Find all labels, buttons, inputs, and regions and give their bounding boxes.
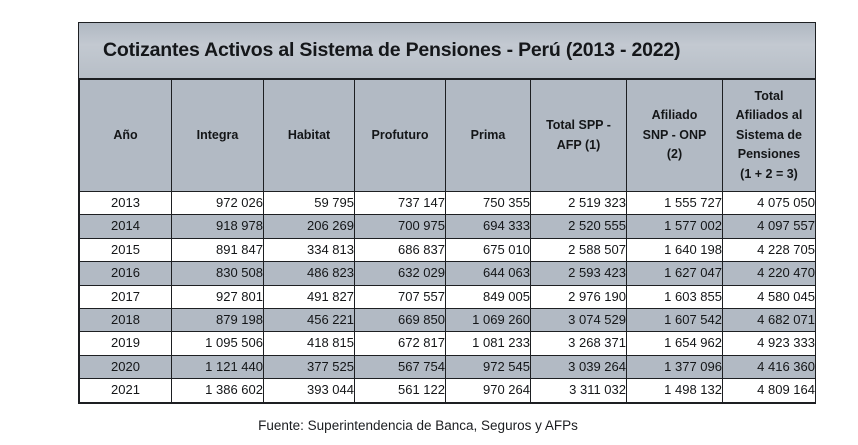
column-header-total-afiliados [723,80,816,192]
table-figure [78,22,816,404]
column-header-total-afiliados-line-2: Afiliados al [735,108,803,123]
table-row [80,332,816,355]
cell-prima: 849 005 [446,285,531,308]
pensions-table [79,79,816,403]
cell-total-spp-afp: 2 520 555 [531,215,627,238]
column-header-habitat [264,80,355,192]
column-header-integra-line-1: Integra [196,127,239,142]
cell-prima: 694 333 [446,215,531,238]
table-row [80,215,816,238]
cell-profuturo: 672 817 [355,332,446,355]
cell-year: 2014 [80,215,172,238]
source-caption-text: Fuente: Superintendencia de Banca, Seguros y AFPs [258,418,578,433]
cell-habitat: 206 269 [264,215,355,238]
cell-total-spp-afp: 3 268 371 [531,332,627,355]
cell-afiliado-snp-onp: 1 640 198 [627,238,723,261]
table-header-row [80,80,816,192]
cell-integra: 1 095 506 [172,332,264,355]
cell-prima: 675 010 [446,238,531,261]
column-header-profuturo-line-1: Profuturo [371,127,429,142]
cell-profuturo: 561 122 [355,379,446,402]
cell-afiliado-snp-onp: 1 603 855 [627,285,723,308]
cell-habitat: 334 813 [264,238,355,261]
column-header-afiliado-snp-onp-line-3: (2) [666,147,683,162]
cell-total-afiliados: 4 075 050 [723,192,816,215]
cell-habitat: 418 815 [264,332,355,355]
cell-prima: 644 063 [446,262,531,285]
cell-prima: 750 355 [446,192,531,215]
cell-total-afiliados: 4 923 333 [723,332,816,355]
cell-year: 2013 [80,192,172,215]
cell-profuturo: 686 837 [355,238,446,261]
cell-afiliado-snp-onp: 1 654 962 [627,332,723,355]
table-row [80,379,816,402]
cell-profuturo: 700 975 [355,215,446,238]
cell-habitat: 377 525 [264,355,355,378]
cell-total-afiliados: 4 220 470 [723,262,816,285]
cell-habitat: 491 827 [264,285,355,308]
column-header-prima [446,80,531,192]
cell-prima: 1 069 260 [446,309,531,332]
cell-year: 2017 [80,285,172,308]
column-header-total-spp-afp-line-2: AFP (1) [556,137,601,152]
table-row [80,355,816,378]
cell-habitat: 59 795 [264,192,355,215]
column-header-ano-line-1: Año [113,127,138,142]
cell-prima: 1 081 233 [446,332,531,355]
cell-integra: 972 026 [172,192,264,215]
cell-integra: 830 508 [172,262,264,285]
cell-habitat: 486 823 [264,262,355,285]
page-title: Cotizantes Activos al Sistema de Pensiones - Perú (2013 - 2022) [103,39,681,61]
cell-integra: 918 978 [172,215,264,238]
column-header-total-spp-afp [531,80,627,192]
cell-afiliado-snp-onp: 1 577 002 [627,215,723,238]
cell-profuturo: 737 147 [355,192,446,215]
table-row [80,309,816,332]
column-header-total-afiliados-line-5: (1 + 2 = 3) [740,166,798,181]
source-caption [0,418,858,433]
cell-integra: 879 198 [172,309,264,332]
table-row [80,192,816,215]
cell-total-spp-afp: 2 588 507 [531,238,627,261]
column-header-ano [80,80,172,192]
cell-afiliado-snp-onp: 1 627 047 [627,262,723,285]
cell-prima: 972 545 [446,355,531,378]
cell-habitat: 456 221 [264,309,355,332]
cell-total-spp-afp: 2 976 190 [531,285,627,308]
cell-integra: 1 386 602 [172,379,264,402]
column-header-habitat-line-1: Habitat [287,127,331,142]
column-header-afiliado-snp-onp-line-2: SNP - ONP [642,127,707,142]
table-row [80,285,816,308]
cell-total-afiliados: 4 809 164 [723,379,816,402]
cell-total-afiliados: 4 682 071 [723,309,816,332]
cell-total-spp-afp: 3 039 264 [531,355,627,378]
column-header-profuturo [355,80,446,192]
cell-year: 2016 [80,262,172,285]
cell-total-afiliados: 4 228 705 [723,238,816,261]
cell-year: 2019 [80,332,172,355]
cell-afiliado-snp-onp: 1 377 096 [627,355,723,378]
table-body [80,192,816,403]
figure-title-band [79,23,815,79]
cell-profuturo: 632 029 [355,262,446,285]
cell-integra: 891 847 [172,238,264,261]
cell-total-spp-afp: 2 519 323 [531,192,627,215]
cell-year: 2015 [80,238,172,261]
cell-prima: 970 264 [446,379,531,402]
cell-year: 2021 [80,379,172,402]
cell-afiliado-snp-onp: 1 555 727 [627,192,723,215]
cell-profuturo: 567 754 [355,355,446,378]
cell-total-spp-afp: 2 593 423 [531,262,627,285]
cell-integra: 927 801 [172,285,264,308]
table-header [80,80,816,192]
cell-afiliado-snp-onp: 1 607 542 [627,309,723,332]
column-header-total-afiliados-line-1: Total [754,89,784,104]
table-row [80,238,816,261]
column-header-integra [172,80,264,192]
cell-habitat: 393 044 [264,379,355,402]
cell-profuturo: 707 557 [355,285,446,308]
cell-total-spp-afp: 3 311 032 [531,379,627,402]
cell-year: 2020 [80,355,172,378]
column-header-prima-line-1: Prima [470,127,506,142]
column-header-total-afiliados-line-4: Pensiones [737,147,801,162]
cell-profuturo: 669 850 [355,309,446,332]
column-header-afiliado-snp-onp-line-1: Afiliado [651,108,698,123]
cell-total-afiliados: 4 416 360 [723,355,816,378]
cell-total-spp-afp: 3 074 529 [531,309,627,332]
cell-afiliado-snp-onp: 1 498 132 [627,379,723,402]
cell-year: 2018 [80,309,172,332]
column-header-afiliado-snp-onp [627,80,723,192]
column-header-total-afiliados-line-3: Sistema de [735,127,802,142]
cell-total-afiliados: 4 580 045 [723,285,816,308]
cell-total-afiliados: 4 097 557 [723,215,816,238]
cell-integra: 1 121 440 [172,355,264,378]
table-row [80,262,816,285]
column-header-total-spp-afp-line-1: Total SPP - [546,118,611,133]
